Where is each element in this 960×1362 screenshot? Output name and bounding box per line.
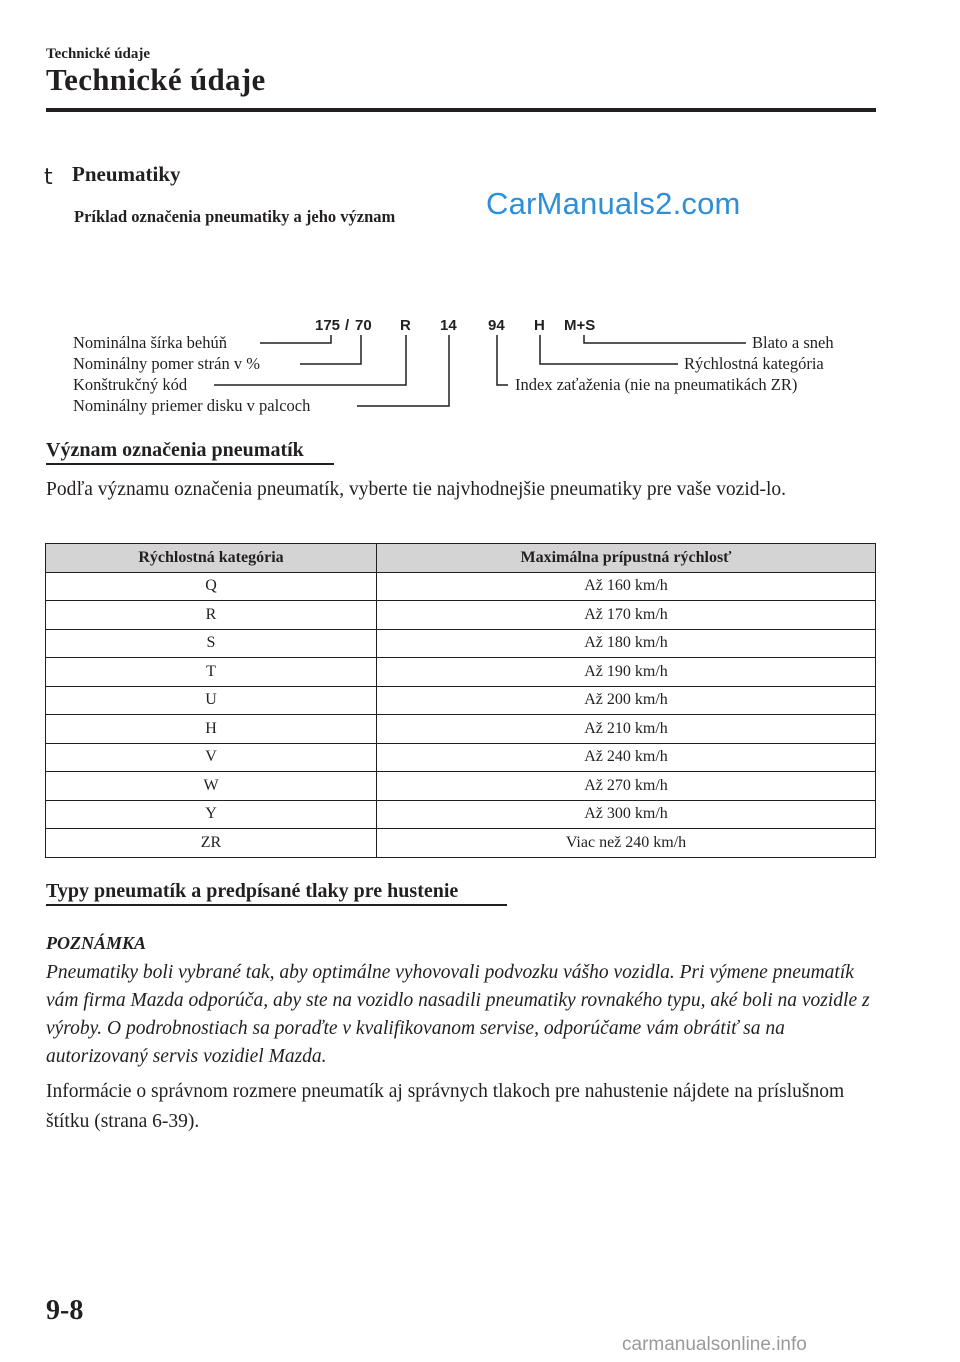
watermark-bottom[interactable]: carmanualsonline.info	[622, 1334, 807, 1355]
table-cell-category: ZR	[46, 829, 377, 858]
code-ms: M+S	[564, 317, 596, 334]
table-cell-category: Q	[46, 572, 377, 601]
code-width: 175	[315, 317, 341, 334]
types-heading-underline	[46, 904, 507, 906]
info-paragraph: Informácie o správnom rozmere pneumatík aj správnych tlakoch pre nahustenie nájdete na príslušnom štítku (strana 6-39).	[46, 1081, 845, 1132]
table-row	[46, 715, 876, 744]
code-construction: R	[400, 317, 411, 334]
table-cell-category: R	[46, 601, 377, 630]
table-cell-category: T	[46, 658, 377, 687]
types-heading: Typy pneumatík a predpísané tlaky pre hustenie	[46, 880, 459, 902]
speed-category-table	[45, 543, 876, 858]
label-width: Nominálna šírka behúň	[73, 333, 227, 352]
table-cell-speed: Až 300 km/h	[377, 800, 876, 829]
label-construction: Konštrukčný kód	[73, 375, 188, 394]
code-rim: 14	[440, 317, 457, 334]
meaning-heading-underline	[46, 463, 334, 465]
leader-rim	[357, 335, 449, 406]
table-cell-speed: Až 200 km/h	[377, 686, 876, 715]
table-row	[46, 743, 876, 772]
meaning-paragraph: Podľa významu označenia pneumatík, vyberte tie najvhodnejšie pneumatiky pre vaše vozid-lo.	[46, 479, 787, 500]
diagram-caption: Príklad označenia pneumatiky a jeho význam	[74, 207, 396, 226]
table-header-speed: Maximálna prípustná rýchlosť	[377, 544, 876, 573]
table-row	[46, 829, 876, 858]
table-cell-category: H	[46, 715, 377, 744]
code-ratio: 70	[355, 317, 372, 334]
label-ratio: Nominálny pomer strán v %	[73, 354, 260, 373]
table-row	[46, 658, 876, 687]
chapter-title: Technické údaje	[46, 62, 266, 97]
table-cell-speed: Až 190 km/h	[377, 658, 876, 687]
table-cell-category: S	[46, 629, 377, 658]
table-row	[46, 772, 876, 801]
table-cell-speed: Až 180 km/h	[377, 629, 876, 658]
label-mud-snow: Blato a sneh	[752, 333, 834, 352]
table-row	[46, 572, 876, 601]
meaning-heading: Význam označenia pneumatík	[46, 439, 304, 461]
label-speed: Rýchlostná kategória	[684, 354, 824, 373]
section-title: Pneumatiky	[72, 162, 181, 186]
table-row	[46, 601, 876, 630]
table-cell-category: W	[46, 772, 377, 801]
code-load: 94	[488, 317, 505, 334]
table-cell-speed: Až 170 km/h	[377, 601, 876, 630]
leader-ms	[584, 335, 746, 343]
page-number: 9-8	[46, 1295, 84, 1326]
table-header-row	[46, 544, 876, 573]
note-text: Pneumatiky boli vybrané tak, aby optimálne vyhovovali podvozku vášho vozidla. Pri výmene pneumatík vám firma Mazda odporúča, aby ste na vozidlo nasadili pneumatiky rovnakého typu, aké boli na vozidle z výroby. O podrobnostiach sa poraďte v kvalifikovanom servise, odporúčame vám obrátiť sa na autorizovaný servis vozidiel Mazda.	[46, 962, 870, 1067]
table-row	[46, 629, 876, 658]
code-speed: H	[534, 317, 545, 334]
table-cell-category: V	[46, 743, 377, 772]
table-cell-category: Y	[46, 800, 377, 829]
table-cell-speed: Až 210 km/h	[377, 715, 876, 744]
table-cell-category: U	[46, 686, 377, 715]
note-heading: POZNÁMKA	[46, 933, 147, 953]
table-cell-speed: Až 160 km/h	[377, 572, 876, 601]
leader-width	[260, 335, 331, 343]
label-rim: Nominálny priemer disku v palcoch	[73, 396, 311, 415]
running-head: Technické údaje	[46, 46, 151, 62]
leader-load	[497, 335, 508, 385]
code-slash: /	[345, 317, 350, 334]
watermark-top[interactable]: CarManuals2.com	[486, 186, 741, 221]
label-load: Index zaťaženia (nie na pneumatikách ZR)	[515, 375, 798, 394]
table-cell-speed: Až 240 km/h	[377, 743, 876, 772]
table-row	[46, 800, 876, 829]
section-bullet-icon: t	[44, 165, 53, 190]
table-cell-speed: Až 270 km/h	[377, 772, 876, 801]
table-row	[46, 686, 876, 715]
table-header-category: Rýchlostná kategória	[46, 544, 377, 573]
leader-speed	[540, 335, 678, 364]
table-cell-speed: Viac než 240 km/h	[377, 829, 876, 858]
